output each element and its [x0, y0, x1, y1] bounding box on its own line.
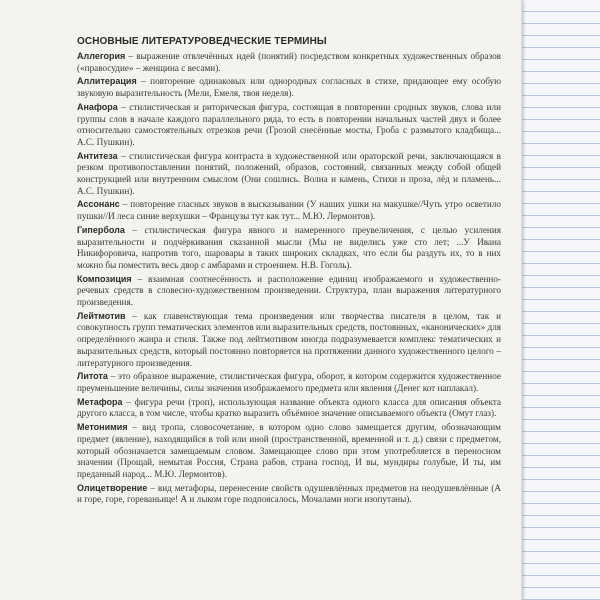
term-label: Метафора: [77, 396, 123, 407]
entry-personification: [77, 483, 501, 506]
term-label: Метонимия: [77, 422, 128, 433]
term-definition: – вид метафоры, перенесение свойств одушевлённых предметов на неодушевлённые (А и горе, горе, гореваньице! А и лыком горе подпоясалось, Мочалами ноги изопутаны).: [77, 482, 501, 505]
term-label: Лейтмотив: [77, 310, 126, 321]
entry-metonymy: [77, 422, 501, 481]
term-label: Анафора: [77, 101, 118, 112]
page-title: ОСНОВНЫЕ ЛИТЕРАТУРОВЕДЧЕСКИЕ ТЕРМИНЫ: [77, 36, 327, 47]
entry-leitmotif: [77, 311, 501, 370]
term-label: Композиция: [77, 273, 132, 284]
lined-notebook-sheet: [520, 0, 600, 600]
entry-composition: [77, 274, 501, 309]
entry-anaphora: [77, 102, 501, 149]
term-label: Аллегория: [77, 51, 126, 61]
term-definition: – стилистическая фигура контраста в художественной или ораторской речи, заключающаяся в резком противопоставлении понятий, положений, образов, состояний, связанных между собой общей конструкцией или внутренним смыслом (Они сошлись. Волна и камень, Стихи и проза, лёд и пламень... А.С. Пушкин).: [77, 150, 501, 196]
term-label: Ассонанс: [77, 199, 120, 210]
entry-litotes: [77, 371, 501, 394]
term-label: Олицетворение: [77, 482, 148, 493]
entry-antithesis: [77, 151, 501, 198]
term-definition: – стилистическая и риторическая фигура, состоящая в повторении сродных звуков, слова или группы слов в начале каждого параллельного ряда, то есть в повторении начальных частей двух и более относительно самостоятельных отрезков речи (Грозой снесённые мосты, Гроба с размытого кладбища... А.С. Пушкин).: [77, 101, 501, 147]
term-definition: – повторение гласных звуков в высказывании (У наших ушки на макушке//Чуть утро осветило пушки//И леса синие верхушки – Французы тут как тут... М.Ю. Лермонтов).: [77, 199, 501, 222]
page-content: [77, 36, 501, 508]
term-definition: – вид тропа, словосочетание, в котором одно слово замещается другим, обозначающим предмет (явление), находящийся в той или иной (пространственной, временной и т. д.) связи с предметом, который обозначается замещаемым словом. Замещающее слово при этом употребляется в переносном значении (Прощай, немытая Россия, Страна рабов, страна господ, И вы, мундиры голубые, И ты, им преданный народ... М.Ю. Лермонтов).: [77, 422, 501, 479]
term-label: Литота: [77, 371, 108, 382]
term-label: Антитеза: [77, 150, 118, 161]
entry-assonance: [77, 199, 501, 222]
term-definition: – выражение отвлечённых идей (понятий) посредством конкретных художественных образов («правосудие» – женщина с весами).: [77, 51, 501, 73]
term-definition: – взаимная соотнесённость и расположение единиц изображаемого и художественно-речевых средств в словесно-художественном произведении. Структура, план выражения литературного произведения.: [77, 273, 501, 308]
term-label: Аллитерация: [77, 76, 137, 87]
entry-hyperbole: [77, 225, 501, 272]
entry-allegory: [77, 51, 501, 74]
term-definition: – стилистическая фигура явного и намеренного преувеличения, с целью усиления выразительности и подчёркивания сказанной мысли (Мы не виделись уже сто лет; ...У Ивана Никифоровича, напротив того, шаровары в таких широких складках, что если бы раздуть их, то в них можно бы поместить весь двор с амбарами и строением. Н.В. Гоголь).: [77, 224, 501, 270]
term-definition: – как главенствующая тема произведения или творчества писателя в целом, так и совокупность групп тематических элементов или выразительных средств, постоянных, «канонических» для определённого жанра и стиля. Также под лейтмотивом иногда подразумевается комплекс тематических и выразительных средств, который постоянно повторяется на протяжении данного художественного целого – литературного произведения.: [77, 310, 501, 368]
term-definition: – это образное выражение, стилистическая фигура, оборот, в котором содержится художественное преуменьшение величины, силы значения изображаемого предмета или явления (Денег кот наплакал).: [77, 371, 501, 393]
term-definition: – повторение одинаковых или однородных согласных в стихе, придающее ему особую звуковую выразительность (Мели, Емеля, твоя неделя).: [77, 76, 501, 99]
entry-alliteration: [77, 76, 501, 99]
entry-metaphor: [77, 397, 501, 420]
term-label: Гипербола: [77, 224, 125, 235]
term-definition: – фигура речи (троп), использующая название объекта одного класса для описания объекта другого класса, в том числе, чтобы кратко выразить объёмное значение описываемого объекта (Омут глаз).: [77, 396, 501, 419]
